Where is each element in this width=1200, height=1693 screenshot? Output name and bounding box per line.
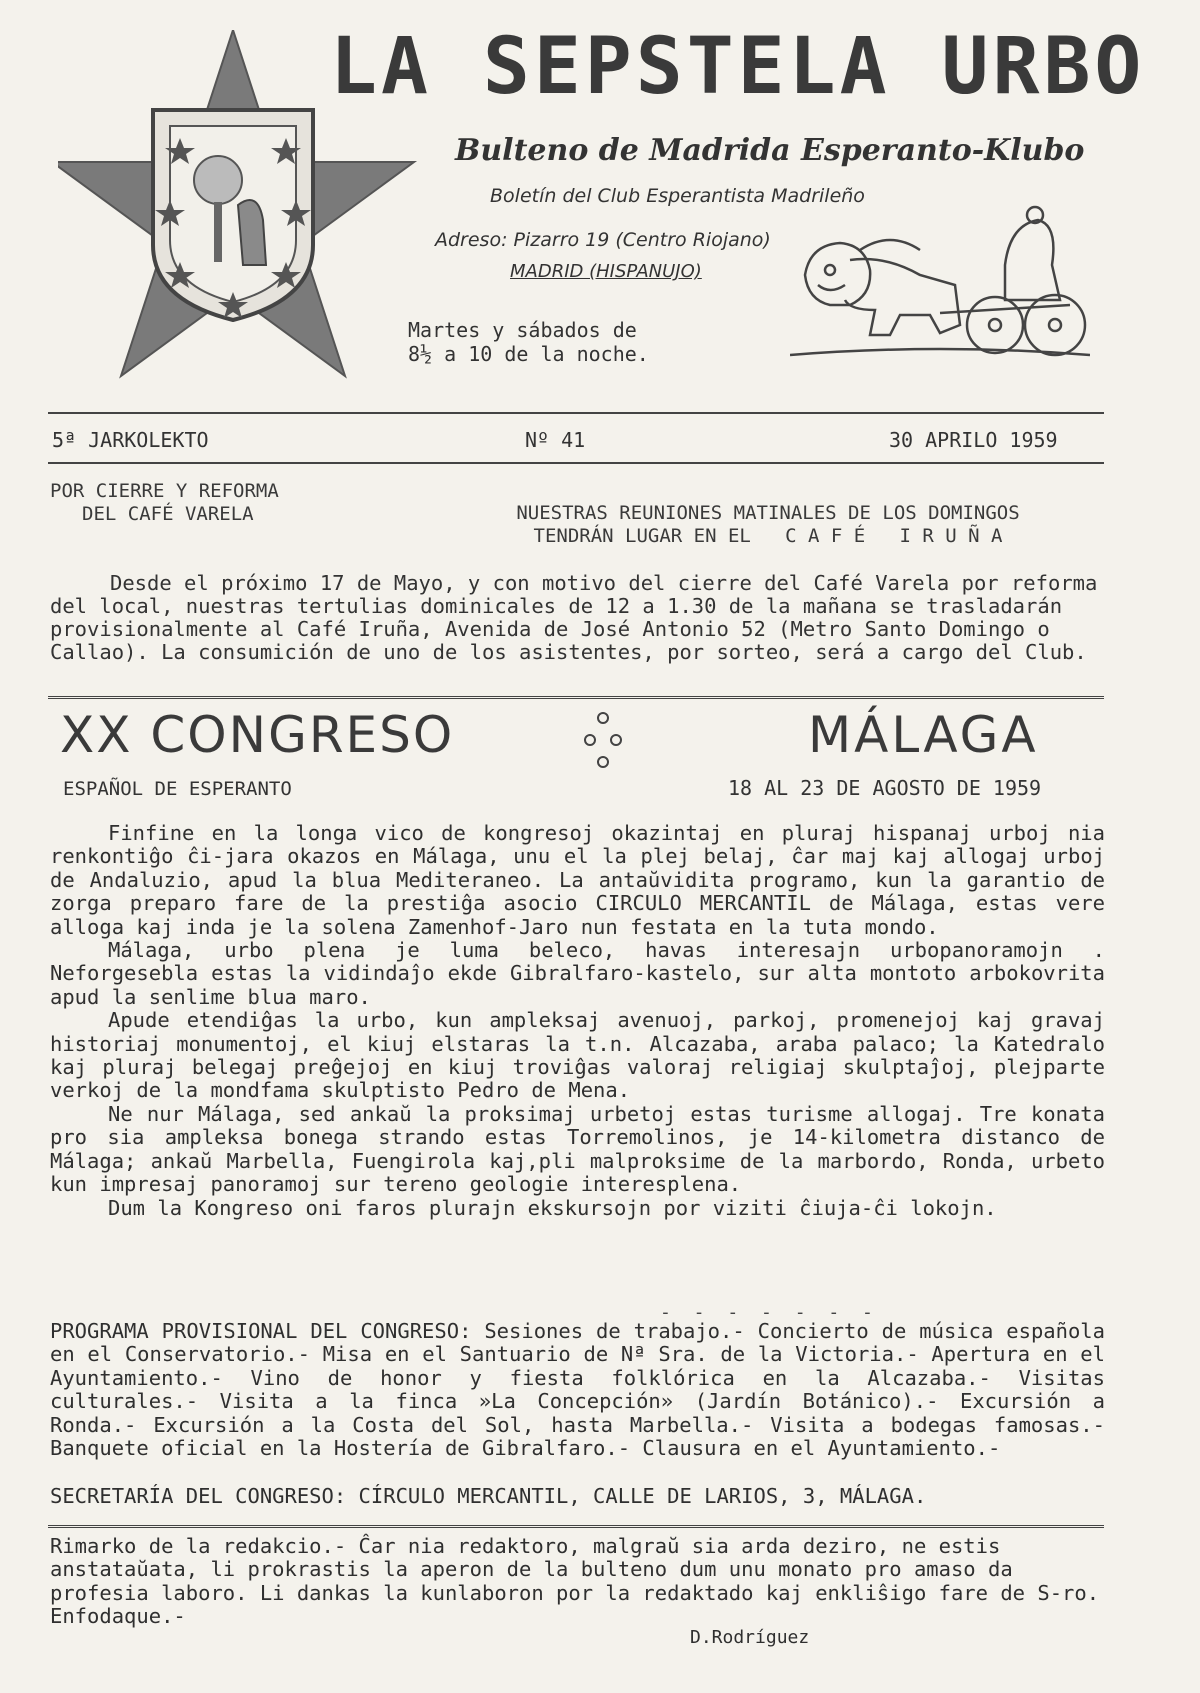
notice-heading-left (50, 480, 410, 526)
header-rule-bottom (48, 462, 1104, 464)
congress-article (50, 822, 1105, 1220)
issue-info (52, 428, 1092, 458)
meeting-line-1: Martes y sábados de (408, 318, 637, 342)
meeting-line-2: 8½ a 10 de la noche. (408, 342, 649, 366)
section-rule-congress (48, 696, 1104, 699)
congress-city: MÁLAGA (808, 706, 1039, 764)
masthead-title: LA SEPSTELA URBO (330, 22, 1146, 112)
article-paragraph: Apude etendiĝas la urbo, kun ampleksaj avenuoj, parkoj, promenejoj kaj gravaj historiaj monumentoj, el kiuj elstaras la t.n. Alcazaba, araba palaco; la Katedralo kaj pluraj belegaj preĝejoj en kiuj troviĝas valoraj religiaj skulptaĵoj, plejparte verkoj de la mondfama skulptisto Pedro de Mena. (50, 1008, 1105, 1103)
masthead-subtitle-es: Boletín del Club Esperantista Madrileño (490, 185, 865, 207)
notice-body: Desde el próximo 17 de Mayo, y con motivo del cierre del Café Varela por reforma del local, nuestras tertulias dominicales de 12 a 1.30 de la mañana se trasladarán provisionalmente al Café Iruña, Avenida de José Antonio 52 (Metro Santo Domingo o Callao). La consumición de uno de los asistentes, por sorteo, será a cargo del Club. (50, 571, 1098, 664)
article-paragraph: Málaga, urbo plena je luma beleco, havas interesajn urbopanoramojn . Neforgesebla estas la vidindaĵo ekde Gibralfaro-kastelo, sur alta montoto arbokovrita apud la senlime blua maro. (50, 938, 1105, 1009)
masthead-subtitle: Bulteno de Madrida Esperanto-Klubo (455, 133, 1085, 168)
section-rule-remark (48, 1525, 1104, 1528)
header-rule-top (48, 412, 1104, 414)
congress-subtitle: ESPAÑOL DE ESPERANTO (63, 778, 292, 800)
notice-left-line-2: DEL CAFÉ VARELA (82, 503, 254, 525)
notice-right-line-2: TENDRÁN LUGAR EN EL C A F É I R U Ñ A (533, 525, 1003, 547)
editorial-remark: Rimarko de la redakcio.- Ĉar nia redaktoro, malgraŭ sia arda deziro, ne estis anstataŭata, li prokrastis la aperon de la bulteno dum unu monato pro amaso da profesia laboro. Li dankas la kunlaboron por la redaktado kaj enkliŝigo fare de S-ro. Enfodaque.- (50, 1534, 1100, 1629)
cibeles-chariot-icon (790, 205, 1090, 385)
masthead-address: Adreso: Pizarro 19 (Centro Riojano) (435, 229, 771, 251)
article-paragraph: Ne nur Málaga, sed ankaŭ la proksimaj urbetoj estas turisme allogaj. Tre konata pro sia ampleksa bonega strando estas Torremolinos, je 14-kilometra distanco de Málaga; ankaŭ Marbella, Fuengirola kaj,pli malproksime de la marbordo, Ronda, urbeto kun impresaj panoramoj sur tereno geologie interesplena. (50, 1101, 1105, 1197)
congress-dates: 18 AL 23 DE AGOSTO DE 1959 (728, 776, 1042, 800)
issue-date: 30 APRILO 1959 (889, 428, 1058, 452)
issue-number: Nº 41 (525, 428, 586, 452)
article-paragraph: Finfine en la longa vico de kongresoj okazintaj en pluraj hispanaj urboj nia renkontiĝo ĉi-jara okazos en Málaga, unu el la plej belaj, ĉar maj kaj allogaj urboj de Andaluzio, apud la blua Mediteraneo. La antaŭvidita programo, kun la garantio de zorga preparo fare de la prestiĝa asocio CIRCULO MERCANTIL de Málaga, estas vere alloga kaj inda je la solena Zamenhof-Jaro nun festata en la tuta mondo. (50, 821, 1105, 939)
congress-program: PROGRAMA PROVISIONAL DEL CONGRESO: Sesiones de trabajo.- Concierto de música española en el Conservatorio.- Misa en el Santuario de Nª Sra. de la Victoria.- Apertura en el Ayuntamiento.- Vino de honor y fiesta folklórica en la Alcazaba.- Visitas culturales.- Visita a la finca »La Concepción» (Jardín Botánico).- Excursión a Ronda.- Excursión a la Costa del Sol, hasta Marbella.- Visita a bodegas famosas.- Banquete oficial en la Hostería de Gibralfaro.- Clausura en el Ayuntamiento.- (50, 1319, 1105, 1461)
notice-heading-right (438, 502, 1098, 548)
masthead-city: MADRID (HISPANUJO) (510, 261, 702, 282)
notice-left-line-1: POR CIERRE Y REFORMA (50, 480, 279, 502)
meeting-hours (408, 318, 708, 366)
article-paragraph: Dum la Kongreso oni faros plurajn ekskursojn por viziti ĉiuja-ĉi lokojn. (108, 1195, 997, 1220)
congress-secretariat: SECRETARÍA DEL CONGRESO: CÍRCULO MERCANTIL, CALLE DE LARIOS, 3, MÁLAGA. (50, 1484, 927, 1508)
section-separator: - - - - - - - (660, 1302, 879, 1323)
editor-signature: D.Rodríguez (690, 1627, 810, 1648)
decorative-dots-icon (580, 710, 626, 772)
notice-right-line-1: NUESTRAS REUNIONES MATINALES DE LOS DOMINGOS (516, 502, 1020, 524)
issue-year: 5ª JARKOLEKTO (52, 428, 209, 452)
congress-title: XX CONGRESO (60, 706, 455, 764)
